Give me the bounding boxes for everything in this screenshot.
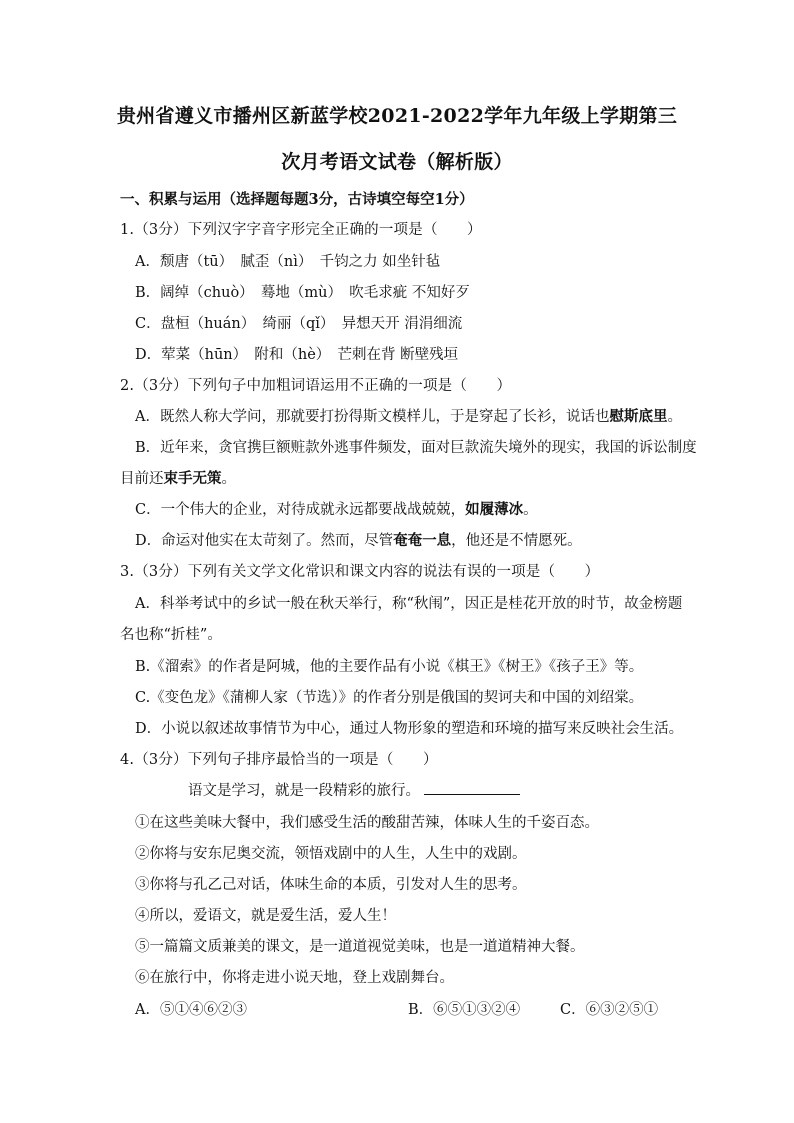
question-1-option-b: B．阔绰（chuò） 蓦地（mù） 吹毛求疵 不知好歹 (135, 285, 470, 301)
question-2-option-b-line2 (120, 467, 236, 488)
option-a-text: A．既然人称大学问，那就要打扮得斯文模样儿，于是穿起了长衫，说话也 (135, 409, 610, 425)
question-2-option-d (135, 529, 582, 550)
option-c-text: C．一个伟大的企业，对待成就永远都要战战兢兢， (135, 502, 466, 518)
option-c-end: 。 (523, 502, 538, 518)
lead-sentence: 语文是学习，就是一段精彩的旅行。 (188, 783, 420, 799)
question-4-sentence-5: ⑤一篇篇文质兼美的课文，是一道道视觉美味，也是一道道精神大餐。 (135, 939, 585, 955)
question-3-option-a-line1: A．科举考试中的乡试一般在秋天举行，称“秋闱”，因正是桂花开放的时节，故金榜题 (135, 596, 683, 612)
exam-title-line2: 次月考语文试卷（解析版） (281, 151, 513, 173)
question-1-option-c: C．盘桓（huán） 绮丽（qǐ） 异想天开 涓涓细流 (135, 316, 463, 332)
question-2-option-a (135, 405, 682, 426)
question-4-sentence-4: ④所以，爱语文，就是爱生活，爱人生！ (135, 908, 396, 924)
option-d-bold-term: 奄奄一息 (393, 532, 452, 549)
question-1-stem: 1.（3分）下列汉字字音字形完全正确的一项是（ ） (120, 222, 482, 238)
option-d-end: ，他还是不情愿死。 (451, 533, 582, 549)
question-3-stem: 3.（3分）下列有关文学文化常识和课文内容的说法有误的一项是（ ） (120, 564, 600, 580)
option-d-text: D．命运对他实在太苛刻了。然而，尽管 (135, 533, 394, 549)
section-heading: 一、积累与运用（选择题每题3分，古诗填空每空1分） (120, 191, 474, 208)
option-c-bold-term: 如履薄冰 (465, 501, 524, 518)
question-4-sentence-3: ③你将与孔乙己对话，体味生命的本质，引发对人生的思考。 (135, 877, 527, 893)
answer-blank (424, 782, 520, 795)
question-2-stem: 2.（3分）下列句子中加粗词语运用不正确的一项是（ ） (120, 378, 512, 394)
question-4-sentence-1: ①在这些美味大餐中，我们感受生活的酸甜苦辣，体味人生的千姿百态。 (135, 815, 599, 831)
option-b-text: 目前还 (120, 471, 164, 487)
option-a-end: 。 (667, 409, 682, 425)
question-1-option-d: D．荤菜（hūn） 附和（hè） 芒刺在背 断壁残垣 (135, 347, 459, 363)
question-3-option-d: D．小说以叙述故事情节为中心，通过人物形象的塑造和环境的描写来反映社会生活。 (135, 721, 684, 737)
question-4-stem: 4.（3分）下列句子排序最恰当的一项是（ ） (120, 752, 438, 768)
question-3-option-c: C.《变色龙》《蒲柳人家（节选）》的作者分别是俄国的契诃夫和中国的刘绍棠。 (135, 690, 644, 706)
exam-title-line1: 贵州省遵义市播州区新蓝学校2021-2022学年九年级上学期第三 (116, 105, 678, 127)
question-1-option-a: A．颓唐（tū） 腻歪（nì） 千钧之力 如坐针毡 (135, 254, 441, 270)
question-4-sentence-2: ②你将与安东尼奥交流，领悟戏剧中的人生，人生中的戏剧。 (135, 846, 527, 862)
question-4-sentence-6: ⑥在旅行中，你将走进小说天地，登上戏剧舞台。 (135, 970, 454, 986)
question-4-option-c: C．⑥③②⑤① (560, 1002, 659, 1018)
option-a-bold-term: 慰斯底里 (609, 408, 668, 425)
question-4-lead (188, 779, 520, 800)
question-2-option-b-line1: B．近年来，贪官携巨额赃款外逃事件频发，面对巨款流失境外的现实，我国的诉讼制度 (135, 440, 697, 456)
question-4-option-a: A．⑤①④⑥②③ (135, 1002, 247, 1018)
question-2-option-c (135, 498, 538, 519)
question-4-option-b: B．⑥⑤①③②④ (408, 1002, 521, 1018)
option-b-end: 。 (221, 471, 236, 487)
question-3-option-b: B.《溜索》的作者是阿城，他的主要作品有小说《棋王》《树王》《孩子王》等。 (135, 659, 644, 675)
question-3-option-a-line2: 名也称“折桂”。 (120, 627, 222, 643)
option-b-bold-term: 束手无策 (163, 470, 222, 487)
